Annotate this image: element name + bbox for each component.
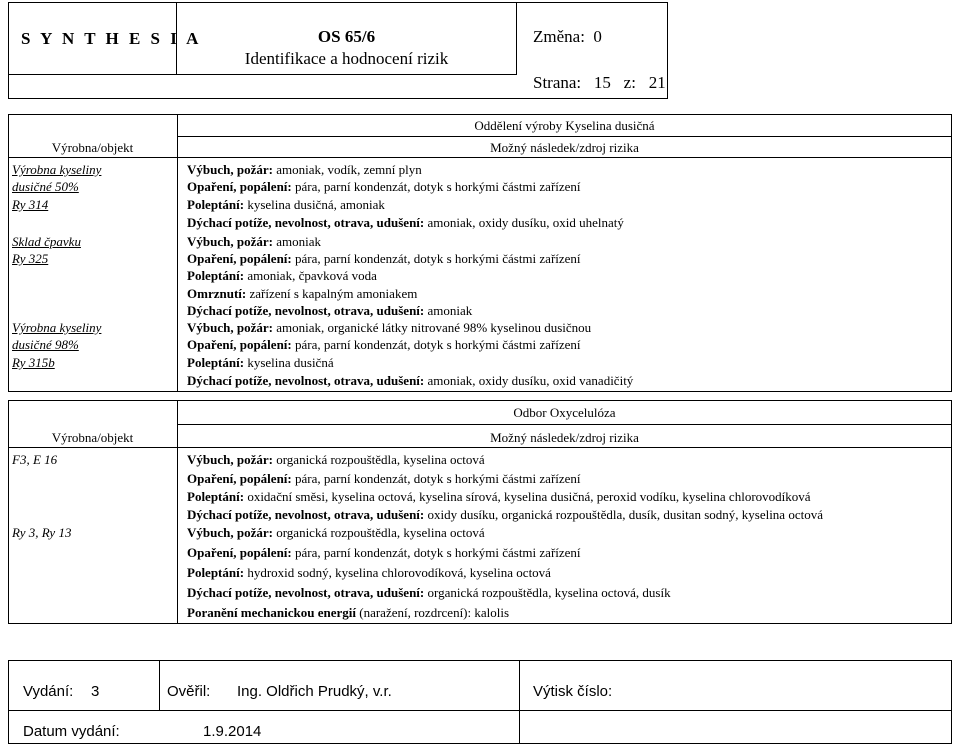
risk-line [187, 178, 581, 195]
risk-category: Opaření, popálení: [187, 545, 292, 560]
risk-sources: kyselina dusičná [244, 355, 334, 370]
risk-line [187, 250, 581, 267]
risk-line [187, 506, 823, 523]
risk-category: Opaření, popálení: [187, 251, 292, 266]
risk-sources: pára, parní kondenzát, dotyk s horkými částmi zařízení [291, 251, 581, 266]
risk-category: Výbuch, požár: [187, 234, 273, 249]
location-name: Ry 325 [12, 251, 49, 266]
change-value: 0 [593, 27, 602, 46]
title-cell [177, 3, 517, 74]
risk-category: Výbuch, požár: [187, 525, 273, 540]
location-name: F3, E 16 [12, 452, 58, 467]
location-name: Výrobna kyseliny [12, 162, 102, 177]
revision-cell [517, 3, 667, 98]
page-label: Strana: [533, 73, 582, 92]
page-total: 21 [648, 73, 666, 92]
risk-line [187, 372, 633, 389]
risk-line [187, 319, 591, 336]
risk-category: Poleptání: [187, 268, 245, 283]
risk-category: Dýchací potíže, nevolnost, otrava, udušení: [187, 507, 425, 522]
column-header-risk: Možný následek/zdroj rizika [490, 430, 639, 445]
risk-category: Výbuch, požár: [187, 320, 273, 335]
risk-category: Dýchací potíže, nevolnost, otrava, udušení: [187, 215, 425, 230]
risk-sources: amoniak [272, 234, 321, 249]
issue-label: Vydání: [23, 683, 74, 700]
risk-sources: oxidační směsi, kyselina octová, kyselina sírová, kyselina dusičná, peroxid vodíku, kyselina chlorovodíková [244, 489, 811, 504]
risk-line [187, 336, 581, 353]
risk-category: Opaření, popálení: [187, 179, 292, 194]
risk-line [187, 470, 581, 487]
risk-line [187, 451, 485, 468]
department-title: Odbor Oxycelulóza [513, 405, 616, 420]
risk-sources: amoniak, organické látky nitrované 98% kyselinou dusičnou [272, 320, 592, 335]
risk-sources: amoniak, čpavková voda [244, 268, 377, 283]
document-code: OS 65/6 [317, 27, 376, 46]
risk-sources: oxidy dusíku, organická rozpouštědla, dusík, dusitan sodný, kyselina octová [424, 507, 823, 522]
risk-sources: organická rozpouštědla, kyselina octová [272, 525, 485, 540]
risk-category: Dýchací potíže, nevolnost, otrava, udušení: [187, 373, 425, 388]
risk-line [187, 233, 321, 250]
location-name: Sklad čpavku [12, 234, 81, 249]
risk-sources: hydroxid sodný, kyselina chlorovodíková, kyselina octová [244, 565, 551, 580]
risk-sources: pára, parní kondenzát, dotyk s horkými částmi zařízení [291, 179, 581, 194]
risk-category: Poleptání: [187, 355, 245, 370]
risk-sources: pára, parní kondenzát, dotyk s horkými částmi zařízení [291, 545, 581, 560]
location-name: dusičné 98% [12, 337, 79, 352]
company-cell [9, 3, 202, 74]
risk-sources: amoniak, oxidy dusíku, oxid uhelnatý [424, 215, 624, 230]
location-name: dusičné 50% [12, 179, 79, 194]
verified-label: Ověřil: [167, 683, 211, 700]
location-name: Ry 314 [12, 197, 49, 212]
verified-value: Ing. Oldřich Prudký, v.r. [237, 683, 392, 700]
risk-line [187, 354, 334, 371]
risk-category: Dýchací potíže, nevolnost, otrava, udušení: [187, 303, 425, 318]
column-header-object: Výrobna/objekt [51, 140, 134, 155]
column-header-object: Výrobna/objekt [51, 430, 134, 445]
risk-sources: (naražení, rozdrcení): kalolis [356, 605, 510, 620]
document-title: Identifikace a hodnocení rizik [244, 49, 449, 68]
risk-category: Opaření, popálení: [187, 337, 292, 352]
risk-sources: organická rozpouštědla, kyselina octová [272, 452, 485, 467]
department-title: Oddělení výroby Kyselina dusičná [474, 118, 655, 133]
location-name: Výrobna kyseliny [12, 320, 102, 335]
risk-line [187, 564, 551, 581]
risk-sources: pára, parní kondenzát, dotyk s horkými částmi zařízení [291, 471, 581, 486]
document-header [8, 2, 668, 99]
risk-category: Omrznutí: [187, 286, 247, 301]
risk-line [187, 267, 377, 284]
page-value: 15 [593, 73, 611, 92]
risk-category: Opaření, popálení: [187, 471, 292, 486]
change-info [533, 27, 602, 47]
issue-date-value: 1.9.2014 [203, 723, 262, 740]
risk-line [187, 544, 581, 561]
risk-category: Poleptání: [187, 489, 245, 504]
risk-line [187, 488, 811, 505]
page-of-label: z: [623, 73, 636, 92]
risk-sources: zařízení s kapalným amoniakem [246, 286, 418, 301]
risk-category: Poleptání: [187, 197, 245, 212]
page-info [533, 73, 666, 93]
issue-date-label: Datum vydání: [23, 723, 120, 740]
risk-line [187, 161, 422, 178]
issue-value: 3 [91, 683, 100, 700]
risk-sources: amoniak [424, 303, 473, 318]
risk-sources: amoniak, oxidy dusíku, oxid vanadičitý [424, 373, 634, 388]
print-number-label: Výtisk číslo: [533, 683, 613, 700]
location-name: Ry 3, Ry 13 [12, 525, 72, 540]
risk-sources: amoniak, vodík, zemní plyn [272, 162, 422, 177]
risk-category: Poleptání: [187, 565, 245, 580]
risk-line [187, 584, 671, 601]
company-name: S Y N T H E S I A [21, 29, 202, 48]
risk-line [187, 285, 417, 302]
risk-line [187, 214, 624, 231]
risk-category: Poranění mechanickou energií [187, 605, 356, 620]
risk-line [187, 604, 509, 621]
risk-category: Výbuch, požár: [187, 452, 273, 467]
change-label: Změna: [533, 27, 585, 46]
location-name: Ry 315b [12, 355, 55, 370]
column-header-risk: Možný následek/zdroj rizika [490, 140, 639, 155]
risk-category: Výbuch, požár: [187, 162, 273, 177]
risk-sources: pára, parní kondenzát, dotyk s horkými částmi zařízení [291, 337, 581, 352]
risk-category: Dýchací potíže, nevolnost, otrava, udušení: [187, 585, 425, 600]
document-footer [8, 660, 952, 744]
risk-sources: organická rozpouštědla, kyselina octová, dusík [424, 585, 671, 600]
risk-line [187, 196, 385, 213]
risk-line [187, 302, 472, 319]
risk-sources: kyselina dusičná, amoniak [244, 197, 385, 212]
risk-line [187, 524, 485, 541]
